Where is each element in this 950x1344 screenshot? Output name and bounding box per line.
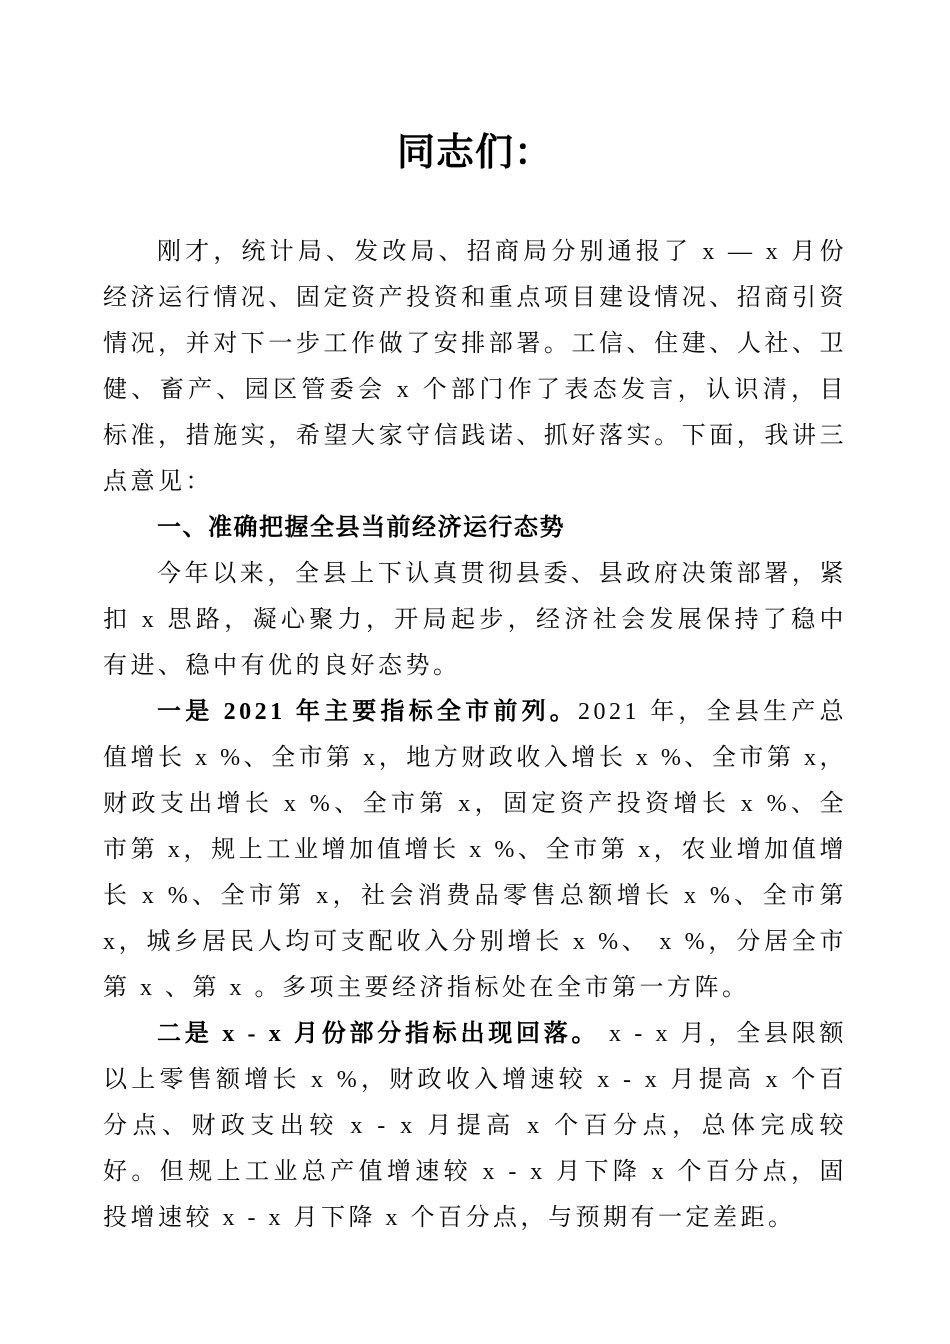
- section-heading-1: 一、准确把握全县当前经济运行态势: [157, 514, 565, 541]
- point-2-body-text: x - x 月，全县限额以上零售额增长 x %，财政收入增速较 x - x 月提高 x 个百分点、财政支出较 x - x 月提高 x 个百分点，总体完成较好。但规上工业总产值增速较 x - x 月下降 x 个百分点，固投增速较 x - x 月下降 x 个百分点，与预期有一定差距。: [103, 1021, 847, 1231]
- document-title: 同志们：: [396, 132, 553, 174]
- point-1-body-text: 2021 年，全县生产总值增长 x %、全市第 x，地方财政收入增长 x %、全市第 x，财政支出增长 x %、全市第 x，固定资产投资增长 x %、全市第 x，规上工业增加值增长 x %、全市第 x，农业增加值增长 x %、全市第 x，社会消费品零售总额增长 x %、全市第 x，城乡居民人均可支配收入分别增长 x %、 x %，分居全市第 x 、第 x 。多项主要经济指标处在全市第一方阵。: [103, 699, 847, 1001]
- paragraph-point-2: [103, 1011, 847, 1241]
- point-1-lead-sentence: 一是 2021 年主要指标全市前列。: [157, 699, 578, 725]
- paragraph-point-1: [103, 689, 847, 1011]
- point-2-lead-sentence: 二是 x - x 月份部分指标出现回落。: [157, 1021, 600, 1047]
- paragraph-opening: 刚才，统计局、发改局、招商局分别通报了 x — x 月份经济运行情况、固定资产投资和重点项目建设情况、招商引资情况，并对下一步工作做了安排部署。工信、住建、人社、卫健、畜产、园区管委会 x 个部门作了表态发言，认识清，目标准，措施实，希望大家守信践诺、抓好落实。下面，我讲三点意见：: [103, 239, 847, 495]
- paragraph-overview: 今年以来，全县上下认真贯彻县委、县政府决策部署，紧扣 x 思路，凝心聚力，开局起步，经济社会发展保持了稳中有进、稳中有优的良好态势。: [103, 561, 847, 679]
